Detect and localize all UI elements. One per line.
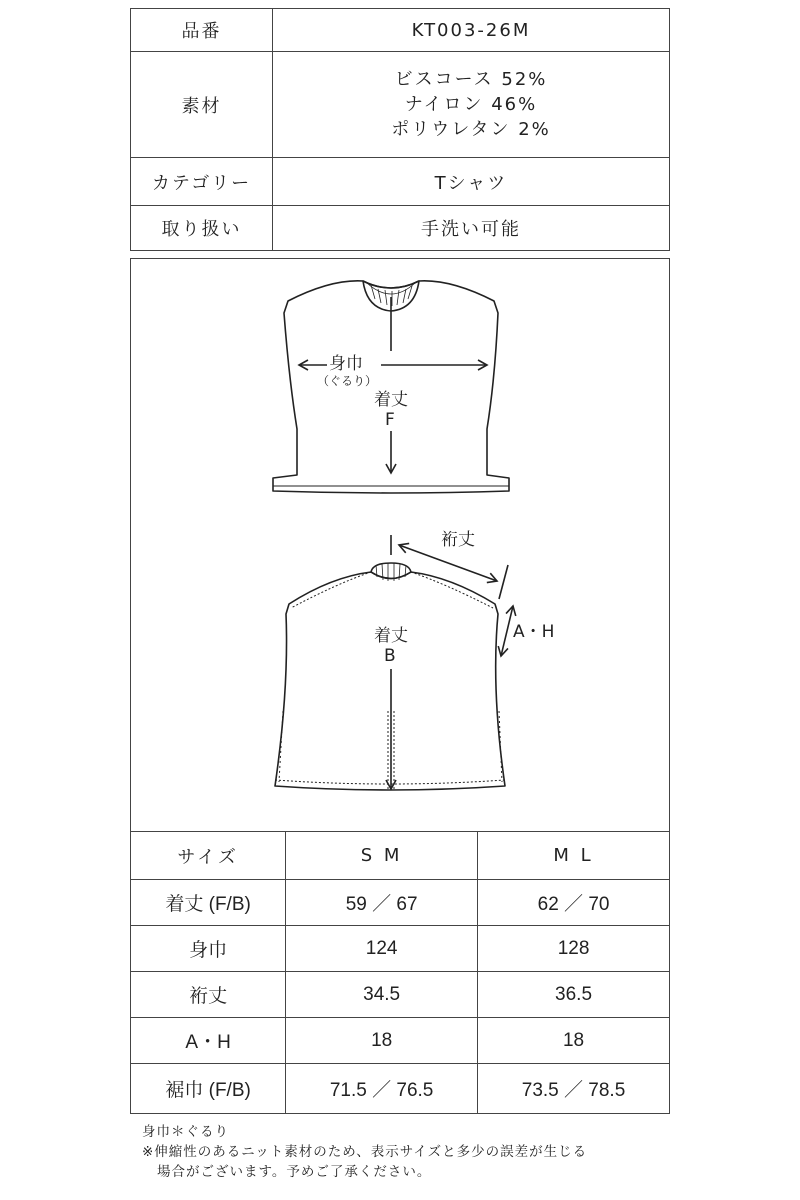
material-line: ポリウレタン 2% [391,119,551,140]
size-row-armhole [131,1018,670,1064]
note-line: 身巾＊ぐるり [142,1124,229,1140]
size-value-sm: 18 [286,1018,478,1064]
size-value-ml: 36.5 [478,972,670,1018]
spec-value: Tシャツ [273,158,670,206]
spec-row-category [131,158,670,206]
front-width-note: （ぐるり） [317,374,378,388]
note-line: 場合がございます。予めご了承ください。 [157,1164,432,1180]
spec-value [273,52,670,158]
sleeve-length-arrow [399,545,497,581]
size-value-ml: 73.5 ／ 78.5 [478,1064,670,1114]
back-raglan-seam-left [291,572,371,608]
size-row-length [131,880,670,926]
spec-row-code [131,9,670,52]
size-value-sm: 71.5 ／ 76.5 [286,1064,478,1114]
back-length-code: B [384,646,396,666]
spec-row-material [131,52,670,158]
spec-label: 素材 [131,52,273,158]
garment-drawing [131,259,671,833]
size-header-row [131,832,670,880]
spec-label: 品番 [131,9,273,52]
size-row-label: 着丈 (F/B) [131,880,286,926]
garment-diagram [130,258,670,832]
size-row-width [131,926,670,972]
size-value-ml: 128 [478,926,670,972]
size-row-label: A・H [131,1018,286,1064]
spec-table [130,8,670,251]
size-header-sm: S M [286,832,478,880]
size-header-label: サイズ [131,832,286,880]
armhole-arrow [501,606,513,656]
size-row-label: 裾巾 (F/B) [131,1064,286,1114]
spec-label: 取り扱い [131,206,273,251]
back-raglan-seam-right [411,572,493,608]
armhole-label: A・H [513,622,555,642]
back-hem-stitch [275,780,505,784]
size-row-label: 裄丈 [131,972,286,1018]
material-line: ビスコース 52% [394,69,548,90]
size-row-sleeve [131,972,670,1018]
back-length-label: 着丈 [374,626,408,646]
spec-row-care [131,206,670,251]
front-width-label: 身巾 [329,354,363,374]
sleeve-end-tick [499,565,508,599]
size-value-ml: 62 ／ 70 [478,880,670,926]
material-line: ナイロン 46% [404,94,538,115]
notes [142,1122,587,1182]
note-line: ※伸縮性のあるニット素材のため、表示サイズと多少の誤差が生じる [142,1144,588,1160]
size-value-sm: 34.5 [286,972,478,1018]
size-value-sm: 59 ／ 67 [286,880,478,926]
size-header-ml: M L [478,832,670,880]
sleeve-length-label: 裄丈 [441,530,475,550]
size-row-label: 身巾 [131,926,286,972]
front-garment [273,281,509,493]
size-value-ml: 18 [478,1018,670,1064]
front-length-label: 着丈 [374,390,408,410]
front-length-code: F [385,410,395,430]
size-value-sm: 124 [286,926,478,972]
size-table [130,831,670,1114]
back-outline [275,572,505,790]
spec-value: KT003-26M [273,9,670,52]
spec-value: 手洗い可能 [273,206,670,251]
size-row-hem [131,1064,670,1114]
spec-label: カテゴリー [131,158,273,206]
